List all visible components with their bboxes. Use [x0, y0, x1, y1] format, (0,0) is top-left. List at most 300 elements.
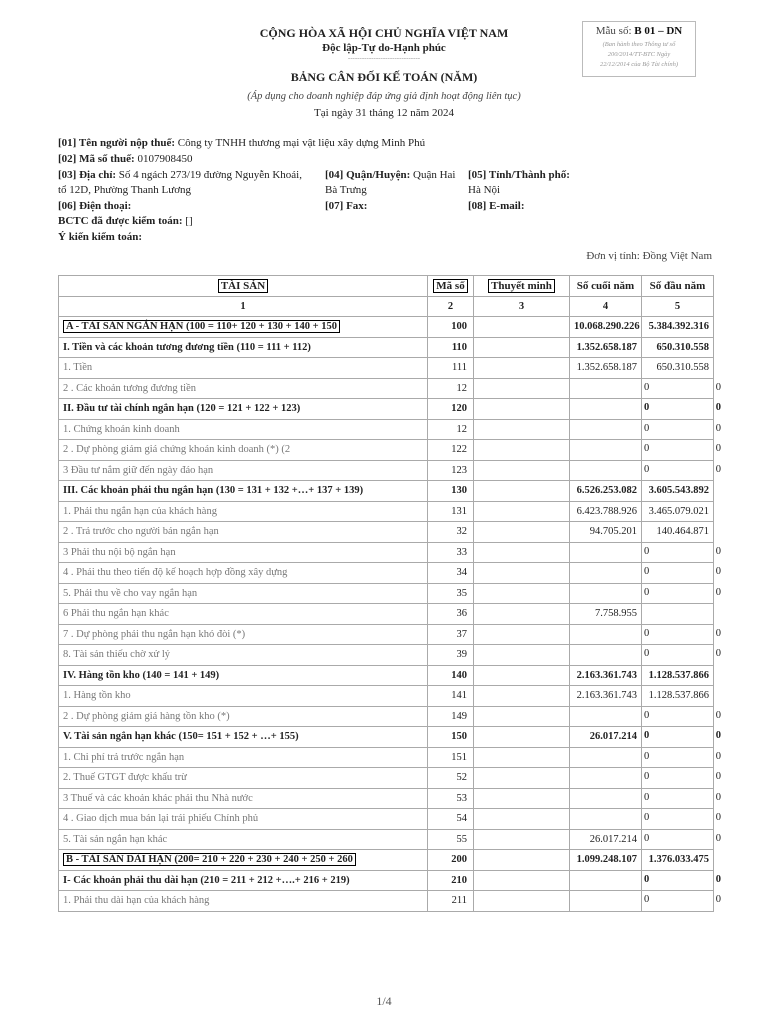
table-row: [59, 747, 714, 768]
row-note: [474, 768, 570, 789]
row-code: 53: [428, 788, 474, 809]
row-label: 2 . Trả trước cho người bán ngắn hạn: [63, 526, 219, 538]
row-label-cell: [59, 727, 428, 748]
row-label-cell: [59, 645, 428, 666]
row-label-cell: [59, 358, 428, 379]
row-label: 8. Tài sản thiếu chờ xử lý: [63, 649, 170, 661]
row-code: 151: [428, 747, 474, 768]
row-note: [474, 829, 570, 850]
table-row: [59, 522, 714, 543]
row-end-of-year: [570, 583, 642, 604]
row-end-of-year: [570, 645, 642, 666]
balance-sheet-table: [58, 275, 721, 912]
row-note: [474, 747, 570, 768]
row-label: 1. Phải thu dài hạn của khách hàng: [63, 895, 210, 907]
row-start-value: 0: [644, 873, 650, 885]
row-note: [474, 481, 570, 502]
row-start-of-year: [642, 317, 714, 338]
overflow-zero: 0: [715, 812, 721, 823]
row-start-of-year: [642, 440, 721, 461]
row-label-cell: [59, 460, 428, 481]
row-label-cell: [59, 850, 428, 871]
overflow-zero: 0: [715, 381, 721, 393]
row-label: 1. Tiền: [63, 362, 93, 374]
row-end-of-year: 7.758.955: [570, 604, 642, 625]
column-index: 1: [59, 296, 428, 317]
row-label: 6 Phải thu ngắn hạn khác: [63, 608, 169, 620]
row-code: 130: [428, 481, 474, 502]
row-end-of-year: 2.163.361.743: [570, 686, 642, 707]
row-code: 100: [428, 317, 474, 338]
table-row: [59, 358, 714, 379]
row-start-of-year: [642, 809, 721, 830]
row-label: 1. Hàng tồn kho: [63, 690, 131, 702]
row-start-of-year: [642, 788, 721, 809]
row-start-value: 140.464.871: [656, 526, 709, 538]
row-end-of-year: 1.352.658.187: [570, 337, 642, 358]
row-start-value: 5.384.392.316: [648, 321, 709, 333]
district-value: Quận Hai: [410, 169, 456, 181]
row-end-of-year: [570, 378, 642, 399]
row-label-cell: [59, 583, 428, 604]
row-code: 120: [428, 399, 474, 420]
overflow-zero: 0: [715, 750, 721, 762]
row-note: [474, 378, 570, 399]
row-label: 2 . Các khoản tương đương tiền: [63, 382, 197, 394]
overflow-zero: 0: [715, 894, 721, 905]
row-code: 141: [428, 686, 474, 707]
row-label-cell: [59, 563, 428, 584]
row-label: 4 . Giao dịch mua bán lại trái phiếu Chính phủ: [63, 813, 259, 825]
row-note: [474, 317, 570, 338]
table-row: [59, 583, 714, 604]
row-note: [474, 891, 570, 912]
row-label-cell: [59, 706, 428, 727]
overflow-zero: 0: [715, 627, 721, 639]
row-code: 123: [428, 460, 474, 481]
row-code: 12: [428, 378, 474, 399]
row-label-cell: [59, 891, 428, 912]
row-note: [474, 788, 570, 809]
overflow-zero: 0: [715, 566, 721, 577]
row-code: 39: [428, 645, 474, 666]
row-code: 211: [428, 891, 474, 912]
province-value: Hà Nội: [468, 184, 501, 196]
row-end-of-year: [570, 419, 642, 440]
row-end-of-year: [570, 809, 642, 830]
form-note-2: 200/2014/TT-BTC Ngày: [607, 51, 671, 58]
row-code: 36: [428, 604, 474, 625]
overflow-zero: 0: [715, 648, 721, 659]
row-label-cell: [59, 686, 428, 707]
row-label: II. Đầu tư tài chính ngắn hạn (120 = 121 + 122 + 123): [63, 403, 301, 415]
row-label: 7 . Dự phòng phải thu ngắn hạn khó đòi (*): [63, 628, 246, 640]
row-start-value: 0: [644, 791, 650, 803]
row-label-cell: [59, 440, 428, 461]
table-row: [59, 850, 714, 871]
row-note: [474, 706, 570, 727]
form-code-label: Mẫu số:: [595, 25, 635, 37]
overflow-zero: 0: [715, 873, 721, 885]
overflow-zero: 0: [715, 771, 721, 782]
row-start-value: 0: [644, 443, 650, 454]
fax-label: [07] Fax:: [325, 200, 368, 212]
audit-opinion-label: Ý kiến kiểm toán:: [58, 231, 143, 243]
row-start-of-year: [642, 460, 721, 481]
row-end-of-year: 6.423.788.926: [570, 501, 642, 522]
table-row: [59, 686, 714, 707]
row-start-of-year: [642, 665, 714, 686]
row-start-value: 1.128.537.866: [648, 690, 709, 702]
address-label: [03] Địa chỉ:: [58, 169, 117, 181]
row-code: 32: [428, 522, 474, 543]
row-code: 35: [428, 583, 474, 604]
row-note: [474, 563, 570, 584]
table-row: [59, 419, 714, 440]
row-start-value: 0: [644, 545, 650, 557]
taxpayer-label: [01] Tên người nộp thuế:: [58, 137, 176, 149]
address-value-2: tổ 12D, Phường Thanh Lương: [58, 184, 192, 196]
row-start-value: 0: [644, 422, 650, 434]
district-label: [04] Quận/Huyện:: [325, 169, 411, 181]
row-label-cell: [59, 604, 428, 625]
row-code: 55: [428, 829, 474, 850]
row-label-cell: [59, 419, 428, 440]
address-value: Số 4 ngách 273/19 đường Nguyễn Khoái,: [116, 169, 302, 181]
row-label-cell: [59, 399, 428, 420]
report-subtitle: (Áp dụng cho doanh nghiệp đáp ứng giả định hoạt động liên tục): [247, 91, 521, 102]
row-code: 150: [428, 727, 474, 748]
country-heading: CỘNG HÒA XÃ HỘI CHỦ NGHĨA VIỆT NAM: [259, 26, 509, 40]
row-code: 131: [428, 501, 474, 522]
audited-value: []: [185, 215, 193, 227]
row-label: IV. Hàng tồn kho (140 = 141 + 149): [63, 669, 220, 681]
row-start-value: 0: [644, 463, 650, 475]
row-start-of-year: [642, 522, 714, 543]
row-start-of-year: [642, 768, 721, 789]
row-start-of-year: [642, 829, 721, 850]
row-start-value: 650.310.558: [656, 341, 709, 353]
row-start-value: 0: [644, 894, 650, 905]
row-start-of-year: [642, 501, 714, 522]
currency-unit: Đơn vị tính: Đồng Việt Nam: [586, 250, 712, 262]
overflow-zero: 0: [715, 463, 721, 475]
table-row: [59, 768, 714, 789]
overflow-zero: 0: [715, 586, 721, 598]
row-label-cell: [59, 829, 428, 850]
row-start-value: 0: [644, 381, 650, 393]
form-code-value: B 01 – DN: [634, 25, 683, 37]
row-end-of-year: 2.163.361.743: [570, 665, 642, 686]
row-start-of-year: [642, 378, 721, 399]
row-label-cell: [59, 481, 428, 502]
tax-code-label: [02] Mã số thuế:: [58, 153, 135, 165]
row-label: V. Tài sản ngắn hạn khác (150= 151 + 152 + …+ 155): [63, 731, 299, 743]
district-line: [325, 169, 455, 181]
row-label: III. Các khoản phải thu ngắn hạn (130 = 131 + 132 +…+ 137 + 139): [63, 485, 364, 497]
form-note-3: 22/12/2014 của Bộ Tài chính): [600, 61, 678, 68]
row-code: 33: [428, 542, 474, 563]
row-code: 111: [428, 358, 474, 379]
row-note: [474, 870, 570, 891]
table-row: [59, 542, 714, 563]
row-note: [474, 624, 570, 645]
overflow-zero: 0: [715, 545, 721, 557]
row-end-of-year: [570, 440, 642, 461]
row-end-of-year: [570, 747, 642, 768]
row-label: 1. Chứng khoán kinh doanh: [63, 423, 180, 435]
row-note: [474, 686, 570, 707]
row-label-cell: [59, 337, 428, 358]
overflow-zero: 0: [715, 791, 721, 803]
row-start-of-year: [642, 358, 714, 379]
table-row: [59, 706, 714, 727]
overflow-zero: 0: [715, 443, 721, 454]
report-title: BẢNG CÂN ĐỐI KẾ TOÁN (NĂM): [290, 70, 478, 84]
row-start-of-year: [642, 542, 721, 563]
row-note: [474, 645, 570, 666]
address-line: [58, 169, 302, 181]
overflow-zero: 0: [715, 730, 721, 741]
row-end-of-year: 6.526.253.082: [570, 481, 642, 502]
row-label-cell: [59, 624, 428, 645]
table-row: [59, 624, 714, 645]
table-row: [59, 563, 714, 584]
row-label: 5. Tài sản ngắn hạn khác: [63, 833, 168, 845]
form-code: [583, 25, 695, 37]
row-start-of-year: [642, 747, 721, 768]
table-row: [59, 440, 714, 461]
taxpayer-value: Công ty TNHH thương mại vật liệu xây dựng Minh Phú: [175, 137, 426, 149]
tax-code-line: [58, 153, 192, 165]
district-value-2: Bà Trưng: [325, 184, 367, 196]
row-label: 5. Phải thu về cho vay ngắn hạn: [63, 587, 198, 599]
row-label-cell: [59, 870, 428, 891]
table-row: [59, 604, 714, 625]
row-start-of-year: [642, 706, 721, 727]
tax-code-value: 0107908450: [134, 153, 193, 165]
phone-label: [06] Điện thoại:: [58, 200, 132, 212]
row-note: [474, 337, 570, 358]
column-header-end-of-year: Số cuối năm: [570, 276, 642, 297]
row-end-of-year: [570, 542, 642, 563]
motto: Độc lập-Tự do-Hạnh phúc: [322, 42, 446, 54]
row-label: 4 . Phải thu theo tiến độ kế hoạch hợp đồng xây dựng: [63, 567, 288, 579]
table-row: [59, 727, 714, 748]
page-number: 1/4: [376, 994, 392, 1008]
row-note: [474, 583, 570, 604]
row-note: [474, 501, 570, 522]
row-start-value: 0: [644, 709, 650, 721]
row-end-of-year: [570, 563, 642, 584]
row-note: [474, 850, 570, 871]
row-label: B - TÀI SẢN DÀI HẠN (200= 210 + 220 + 230 + 240 + 250 + 260: [63, 853, 356, 866]
row-note: [474, 358, 570, 379]
row-start-value: 0: [644, 627, 650, 639]
row-label-cell: [59, 665, 428, 686]
row-code: 200: [428, 850, 474, 871]
row-end-of-year: [570, 788, 642, 809]
table-row: [59, 481, 714, 502]
row-start-value: 0: [644, 750, 650, 762]
row-label: 1. Phải thu ngắn hạn của khách hàng: [63, 505, 217, 517]
row-end-of-year: 1.099.248.107: [570, 850, 642, 871]
column-header-code: Mã số: [428, 276, 474, 297]
row-start-of-year: [642, 583, 721, 604]
row-start-value: 0: [644, 648, 650, 659]
table-row: [59, 809, 714, 830]
row-start-of-year: [642, 419, 721, 440]
row-start-value: 0: [644, 566, 650, 577]
row-note: [474, 399, 570, 420]
row-label-cell: [59, 542, 428, 563]
row-start-value: 650.310.558: [656, 362, 709, 374]
row-end-of-year: [570, 706, 642, 727]
row-label: 3 Phải thu nội bộ ngắn hạn: [63, 546, 176, 558]
row-end-of-year: [570, 624, 642, 645]
table-row: [59, 870, 714, 891]
row-note: [474, 665, 570, 686]
row-start-value: 3.465.079.021: [648, 505, 709, 517]
table-header-row: [59, 276, 714, 297]
form-code-box: [582, 21, 696, 77]
row-note: [474, 440, 570, 461]
column-header-note: Thuyết minh: [474, 276, 570, 297]
row-end-of-year: [570, 891, 642, 912]
row-label-cell: [59, 522, 428, 543]
row-label-cell: [59, 768, 428, 789]
row-start-of-year: [642, 624, 721, 645]
row-start-of-year: [642, 870, 721, 891]
column-header-start-of-year: Số đầu năm: [642, 276, 714, 297]
row-note: [474, 604, 570, 625]
overflow-zero: 0: [715, 709, 721, 721]
row-code: 12: [428, 419, 474, 440]
column-index: 2: [428, 296, 474, 317]
table-row: [59, 337, 714, 358]
row-end-of-year: 10.068.290.226: [570, 317, 642, 338]
row-note: [474, 522, 570, 543]
row-end-of-year: 1.352.658.187: [570, 358, 642, 379]
row-label: 2. Thuế GTGT được khấu trừ: [63, 772, 187, 784]
table-row: [59, 665, 714, 686]
row-note: [474, 727, 570, 748]
header-divider: -------------------------------: [347, 54, 421, 62]
row-end-of-year: [570, 768, 642, 789]
table-row: [59, 829, 714, 850]
row-code: 37: [428, 624, 474, 645]
row-label: 1. Chi phí trả trước ngắn hạn: [63, 751, 185, 763]
row-code: 149: [428, 706, 474, 727]
row-end-of-year: [570, 399, 642, 420]
row-label-cell: [59, 378, 428, 399]
row-start-of-year: [642, 604, 714, 625]
row-code: 122: [428, 440, 474, 461]
row-label-cell: [59, 788, 428, 809]
table-row: [59, 891, 714, 912]
row-start-value: 1.128.537.866: [648, 669, 709, 681]
row-start-of-year: [642, 563, 721, 584]
row-end-of-year: 94.705.201: [570, 522, 642, 543]
column-index: 5: [642, 296, 714, 317]
overflow-zero: 0: [715, 402, 721, 413]
row-start-value: 0: [644, 812, 650, 823]
table-row: [59, 378, 714, 399]
row-start-of-year: [642, 891, 721, 912]
row-note: [474, 419, 570, 440]
row-code: 140: [428, 665, 474, 686]
row-label: I- Các khoản phải thu dài hạn (210 = 211 + 212 +….+ 216 + 219): [63, 874, 350, 886]
row-start-value: 0: [644, 586, 650, 598]
overflow-zero: 0: [715, 832, 721, 844]
table-row: [59, 788, 714, 809]
row-label-cell: [59, 747, 428, 768]
row-start-of-year: [642, 399, 721, 420]
row-start-of-year: [642, 481, 714, 502]
column-index: 3: [474, 296, 570, 317]
row-note: [474, 460, 570, 481]
taxpayer-line: [58, 137, 425, 149]
form-note-1: (Ban hành theo Thông tư số: [602, 41, 676, 48]
row-label: 2 . Dự phòng giảm giá chứng khoán kinh doanh (*) (2: [63, 444, 291, 456]
row-note: [474, 542, 570, 563]
row-start-of-year: [642, 727, 721, 748]
row-end-of-year: 26.017.214: [570, 829, 642, 850]
row-note: [474, 809, 570, 830]
row-code: 210: [428, 870, 474, 891]
row-label-cell: [59, 809, 428, 830]
email-label: [08] E-mail:: [468, 200, 525, 212]
row-start-value: 0: [644, 832, 650, 844]
row-code: 52: [428, 768, 474, 789]
table-row: [59, 460, 714, 481]
audited-line: [58, 215, 193, 227]
column-index: 4: [570, 296, 642, 317]
row-label: 3 Thuế và các khoản khác phải thu Nhà nước: [63, 792, 253, 804]
row-start-of-year: [642, 337, 714, 358]
table-row: [59, 645, 714, 666]
row-start-value: 1.376.033.475: [648, 854, 709, 866]
row-start-of-year: [642, 686, 714, 707]
row-start-value: 0: [644, 402, 650, 413]
table-row: [59, 399, 714, 420]
column-index-row: [59, 296, 714, 317]
row-label: A - TÀI SẢN NGẮN HẠN (100 = 110+ 120 + 130 + 140 + 150: [63, 320, 340, 333]
row-label: 3 Đầu tư nắm giữ đến ngày đáo hạn: [63, 464, 214, 476]
row-label: 2 . Dự phòng giảm giá hàng tồn kho (*): [63, 710, 230, 722]
row-start-of-year: [642, 850, 714, 871]
audited-label: BCTC đã được kiểm toán:: [58, 215, 183, 227]
row-start-of-year: [642, 645, 721, 666]
row-code: 34: [428, 563, 474, 584]
row-start-value: 0: [644, 730, 650, 741]
row-start-value: 3.605.543.892: [648, 485, 709, 497]
row-code: 110: [428, 337, 474, 358]
table-row: [59, 501, 714, 522]
row-end-of-year: [570, 460, 642, 481]
row-start-value: 0: [644, 771, 650, 782]
column-header-assets: TÀI SẢN: [59, 276, 428, 297]
overflow-zero: 0: [715, 422, 721, 434]
report-date: Tại ngày 31 tháng 12 năm 2024: [314, 107, 454, 119]
row-end-of-year: [570, 870, 642, 891]
row-label-cell: [59, 317, 428, 338]
province-label: [05] Tỉnh/Thành phố:: [468, 169, 570, 181]
row-code: 54: [428, 809, 474, 830]
table-row: [59, 317, 714, 338]
row-end-of-year: 26.017.214: [570, 727, 642, 748]
row-label: I. Tiền và các khoản tương đương tiền (110 = 111 + 112): [63, 341, 311, 353]
